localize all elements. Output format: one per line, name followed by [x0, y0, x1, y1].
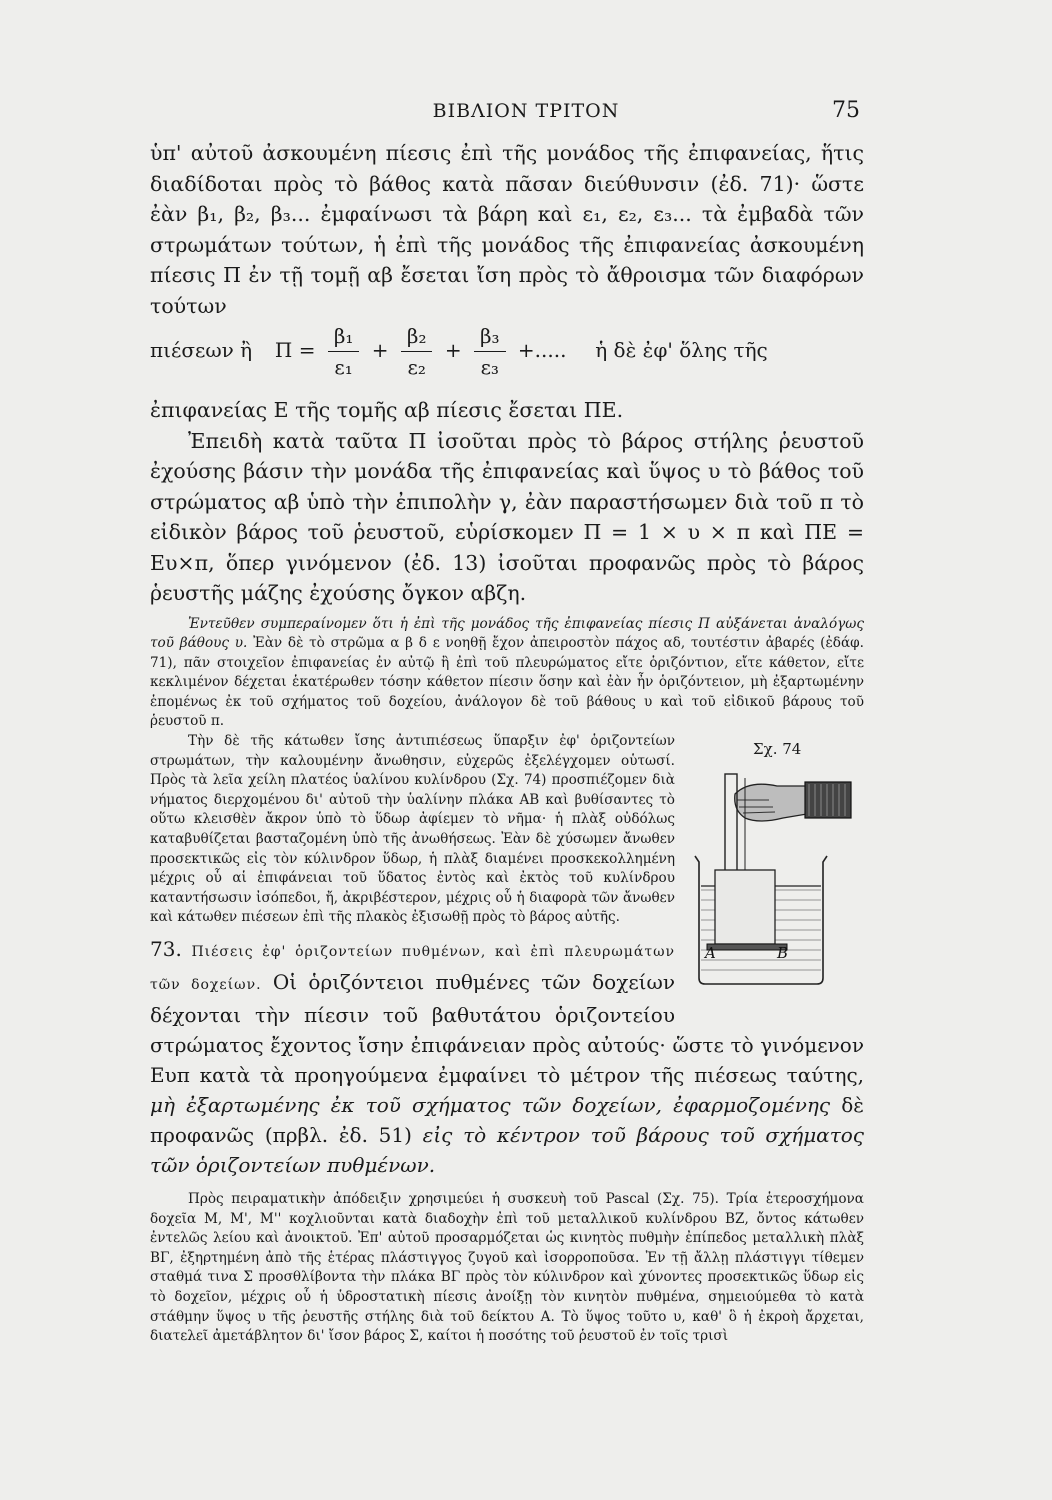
fraction-1 — [328, 321, 360, 382]
fraction-3 — [474, 321, 506, 382]
fraction-1-num: β₁ — [328, 321, 360, 352]
fraction-2-den: ε₂ — [407, 355, 426, 379]
paragraph-3: Ἐπειδὴ κατὰ ταῦτα Π ἰσοῦται πρὸς τὸ βάρος στήλης ῥευστοῦ ἐχούσης βάσιν τὴν μονάδα τῆς ἐπιφανείας καὶ ὕψος υ τὸ βάθος τοῦ στρώματος αβ ὑπὸ τὴν ἐπιπολὴν γ, ἐὰν παραστήσωμεν διὰ τοῦ π τὸ εἰδικὸν βάρος τοῦ ῥευστοῦ, εὑρίσκομεν Π = 1 × υ × π καὶ ΠΕ = Ευ×π, ὅπερ γινόμενον (ἐδ. 13) ἰσοῦται προφανῶς πρὸς τὸ βάρος ῥευστῆς μάζης ἐχούσης ὄγκον αβζη. — [150, 428, 864, 605]
formula-continuation: +..... — [517, 338, 567, 362]
figure-caption: Σχ. 74 — [753, 740, 802, 759]
formula-lead: πιέσεων ἢ — [150, 338, 253, 362]
small-paragraph-3: Πρὸς πειραματικὴν ἀπόδειξιν χρησιμεύει ἡ συσκευὴ τοῦ Pascal (Σχ. 75). Τρία ἑτεροσχήμονα δοχεῖα Μ, Μ', Μ'' κοχλιοῦνται κατὰ διαδοχὴν ἐπὶ τοῦ μεταλλικοῦ κυλίνδρου ΒΖ, ὄντος κάτωθεν ἐντελῶς λείου καὶ ἀνοικτοῦ. Ἐπ' αὐτοῦ προσαρμόζεται ὡς κινητὸς πυθμὴν ἐπίπεδος μεταλλικὴ πλὰξ ΒΓ, ἐξηρτημένη ἀπὸ τῆς ἑτέρας πλάστιγγος ζυγοῦ καὶ ἰσορροποῦσα. Ἐν τῇ ἄλλῃ πλάστιγγι τίθεμεν σταθμά τινα Σ προσθλίβοντα τὴν πλάκα ΒΓ πρὸς τὸν κύλινδρον καὶ χύνοντες προσεκτικῶς ὕδωρ εἰς τὸ δοχεῖον, μέχρις οὗ ἡ ὑδροστατικὴ πίεσις ἀνοίξῃ τὸν κινητὸν πυθμένα, σημειούμεθα τὸ κατὰ στάθμην ὕψος υ τῆς ῥευστῆς στήλης διὰ τοῦ δείκτου Α. Τὸ ὕψος τοῦτο υ, καθ' ὃ ἡ ἐκροὴ ἄρχεται, διατελεῖ ἀμετάβλητον δι' ἴσον βάρος Σ, καίτοι ἡ ποσότης τοῦ ῥευστοῦ ἐν τοῖς τρισὶ — [150, 1191, 864, 1345]
paragraph-2: ἐπιφανείας Ε τῆς τομῆς αβ πίεσις ἔσεται ΠΕ. — [150, 398, 624, 422]
section-number: 73. — [150, 937, 182, 961]
small-paragraph-1-rest: Ἐὰν δὲ τὸ στρῶμα α β δ ε νοηθῇ ἔχον ἀπειροστὸν πάχος αδ, τουτέστιν ἀβαρές (ἐδάφ. 71), πᾶν στοιχεῖον ἐπιφανείας ἐν αὐτῷ ἢ ἐπὶ τοῦ πλευρώματος εἴτε ὁριζόντιον, εἴτε κάθετον, εἴτε κεκλιμένον δέχεται ἑκατέρωθεν τόσην κάθετον πίεσιν ὅσην καὶ ἐὰν ἦν ὁριζόντειον, μὴ ἐξαρτωμένην ἑπομένως ἐκ τοῦ σχήματος τοῦ δοχείου, ἀνάλογον δὲ τοῦ βάθους υ καὶ τοῦ εἰδικοῦ βάρους τοῦ ῥευστοῦ π. — [150, 635, 864, 730]
conclusion-italic: Ἐντεῦθεν συμπεραίνομεν ὅτι ἡ ἐπὶ τῆς μονάδος τῆς ἐπιφανείας πίεσις Π αὐξάνεται ἀναλόγως τοῦ βάθους υ. — [150, 615, 864, 652]
formula-lhs: Π = — [274, 338, 316, 362]
section-heading: Πιέσεις ἐφ' ὁριζοντείων πυθμένων, καὶ ἐπὶ πλευρωμάτων τῶν δοχείων. — [150, 944, 676, 993]
small-print-block-2 — [150, 1190, 864, 1347]
cylinder-illustration — [689, 740, 864, 1010]
fraction-2 — [401, 321, 433, 382]
fraction-1-den: ε₁ — [334, 355, 353, 379]
fraction-3-num: β₃ — [474, 321, 506, 352]
pressure-formula — [150, 321, 864, 395]
plus-2: + — [444, 338, 462, 362]
fraction-3-den: ε₃ — [480, 355, 499, 379]
main-text — [150, 138, 864, 609]
fraction-2-num: β₂ — [401, 321, 433, 352]
page-body — [150, 138, 864, 1347]
formula-trail: ἡ δὲ ἐφ' ὅλης τῆς — [595, 338, 768, 362]
section-text-italic-1: μὴ ἐξαρτωμένης ἐκ τοῦ σχήματος τῶν δοχείων, ἐφαρμοζομένης — [150, 1093, 831, 1117]
small-paragraph-2: Τὴν δὲ τῆς κάτωθεν ἴσης ἀντιπιέσεως ὕπαρξιν ἐφ' ὁριζοντείων στρωμάτων, τὴν καλουμένην ἄνωθησιν, εὐχερῶς ἐξελέγχομεν οὑτωσί. Πρὸς τὰ λεῖα χείλη πλατέος ὑαλίνου κυλίνδρου (Σχ. 74) προσπιέζομεν διὰ νήματος διερχομένου δι' αὐτοῦ τὴν ὑαλίνην πλάκα ΑΒ καὶ βυθίσαντες τὸ οὕτω κλεισθὲν ἄκρον ὑπὸ τὸ ὕδωρ ἀφίεμεν τὸ νῆμα· ἡ πλὰξ οὐδόλως καταβυθίζεται βασταζομένη ὑπὸ τῆς ἀνωθήσεως. Ἐὰν δὲ χύσωμεν ἄνωθεν προσεκτικῶς εἰς τὸν κύλινδρον ὕδωρ, ἡ πλὰξ διαμένει προσκεκολλημένη μέχρις οὗ αἱ ἐπιφάνειαι τοῦ ὕδατος ἐντὸς καὶ ἐκτὸς τοῦ κυλίνδρου καταντήσωσιν ἰσόπεδοι, ἤ, ἀκριβέστερον, μέχρις οὗ ἡ διαφορὰ τῶν ἄνωθεν καὶ κάτωθεν πιέσεων ἐπὶ τῆς πλακὸς ἐξισωθῇ πρὸς τὸ βάρος αὐτῆς. — [150, 733, 675, 926]
section-text-italic-2: εἰς τὸ κέντρον τοῦ βάρους τοῦ σχήματος τῶν ὁριζοντείων πυθμένων. — [150, 1123, 864, 1177]
plus-1: + — [371, 338, 389, 362]
page-number: 75 — [832, 98, 860, 123]
running-header: ΒΙΒΛΙΟΝ ΤΡΙΤΟΝ — [432, 100, 620, 122]
section-text-plain: Οἱ ὁριζόντειοι πυθμένες τῶν δοχείων δέχονται τὴν πίεσιν τοῦ βαθυτάτου ὁριζοντείου στρώματος ἔχοντος ἴσην ἐπιφάνειαν πρὸς αὐτούς· ὥστε τὸ γινόμενον Ευπ κατὰ τὰ προηγούμενα ἐμφαίνει τὸ μέτρον τῆς πιέσεως ταύτης, — [150, 970, 864, 1087]
plate-point-a: A — [705, 944, 716, 963]
section-text-mid: δὲ προφανῶς (πρβλ. ἐδ. 51) — [150, 1093, 864, 1147]
figure-74 — [689, 740, 864, 1010]
paragraph-1: ὑπ' αὐτοῦ ἀσκουμένη πίεσις ἐπὶ τῆς μονάδος τῆς ἐπιφανείας, ἥτις διαδίδοται πρὸς τὸ βάθος κατὰ πᾶσαν διεύθυνσιν (ἐδ. 71)· ὥστε ἐὰν β₁, β₂, β₃... ἐμφαίνωσι τὰ βάρη καὶ ε₁, ε₂, ε₃... τὰ ἐμβαδὰ τῶν στρωμάτων τούτων, ἡ ἐπὶ τῆς μονάδος τῆς ἐπιφανείας ἀσκουμένη πίεσις Π ἐν τῇ τομῇ αβ ἔσεται ἴση πρὸς τὸ ἄθροισμα τῶν διαφόρων τούτων — [150, 141, 864, 318]
small-paragraph-1 — [150, 615, 864, 733]
plate-point-b: B — [777, 944, 789, 963]
